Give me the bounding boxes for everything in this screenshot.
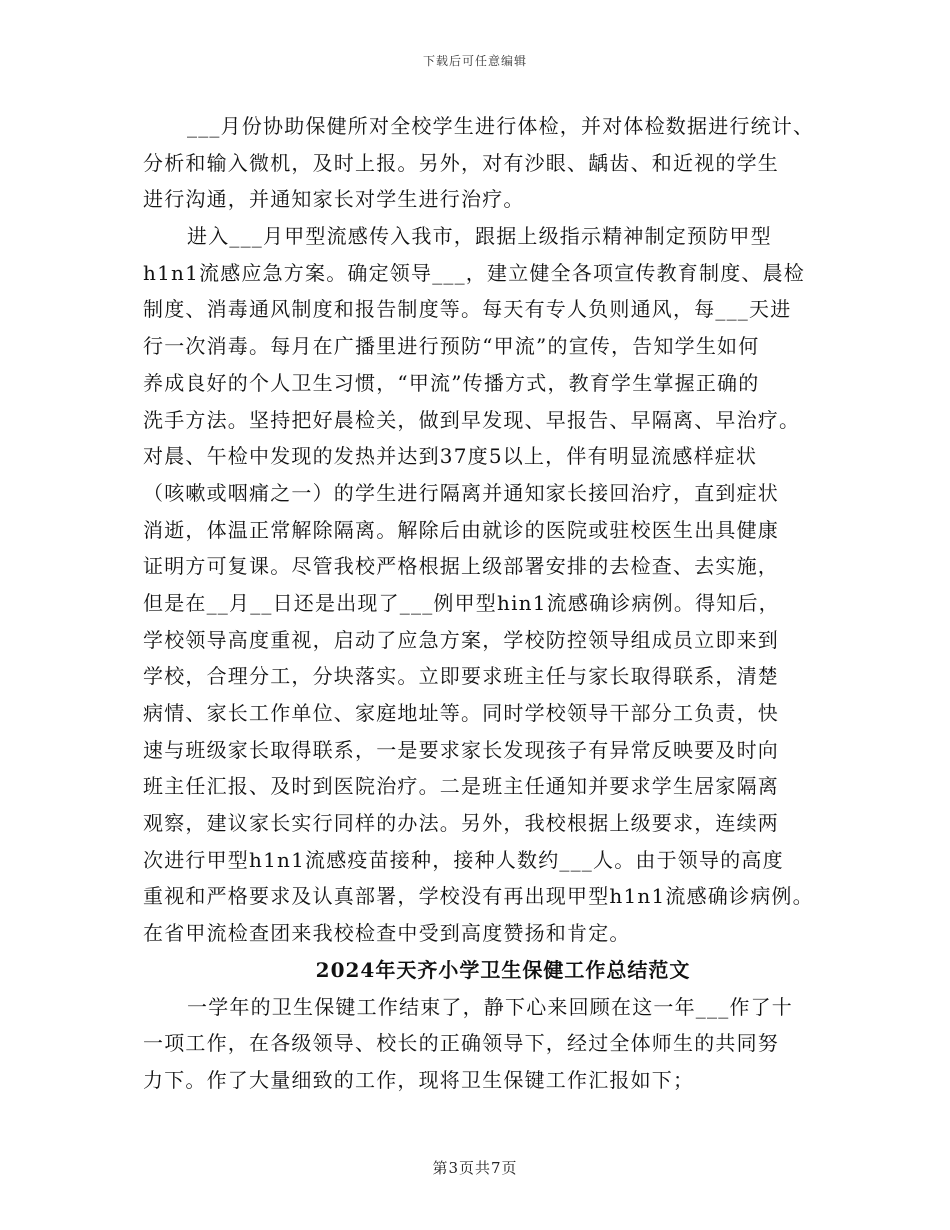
text-line: 观察，建议家长实行同样的办法。另外，我校根据上级要求，连续两	[143, 811, 779, 836]
page-header-note: 下载后可任意编辑	[422, 54, 527, 68]
text-line: 班主任汇报、及时到医院治疗。二是班主任通知并要求学生居家隔离	[143, 774, 779, 799]
paragraph-h1n1-prevention	[143, 218, 833, 952]
text-line: 行一次消毒。每月在广播里进行预防“甲流”的宣传，告知学生如何	[143, 334, 760, 359]
text-line: 学校领导高度重视，启动了应急方案，学校防控领导组成员立即来到	[143, 627, 779, 652]
text-line: 进行沟通，并通知家长对学生进行治疗。	[143, 187, 525, 212]
text-line: 进入___月甲型流感传入我市，跟据上级指示精神制定预防甲型	[187, 224, 772, 249]
text-line: 学校，合理分工，分块落实。立即要求班主任与家长取得联系，清楚	[143, 664, 779, 689]
paragraph-summary-intro	[143, 989, 833, 1099]
section-title: 2024年天齐小学卫生保健工作总结范文	[315, 957, 691, 982]
document-body	[143, 108, 833, 1099]
text-line: 但是在__月__日还是出现了___例甲型hin1流感确诊病例。得知后，	[143, 590, 780, 615]
text-line: 力下。作了大量细致的工作，现将卫生保键工作汇报如下；	[143, 1067, 695, 1092]
text-line: 证明方可复课。尽管我校严格根据上级部署安排的去检查、去实施，	[143, 554, 779, 579]
text-line: 一项工作，在各级领导、校长的正确领导下，经过全体师生的共同努	[143, 1031, 779, 1056]
text-line: 重视和严格要求及认真部署，学校没有再出现甲型h1n1流感确诊病例。	[143, 884, 814, 909]
page-number: 第3页共7页	[432, 1159, 518, 1177]
text-line: 速与班级家长取得联系，一是要求家长发现孩子有异常反映要及时向	[143, 737, 779, 762]
text-line: 养成良好的个人卫生习惯，“甲流”传播方式，教育学生掌握正确的	[143, 370, 760, 395]
text-line: 一学年的卫生保键工作结束了，静下心来回顾在这一年___作了十	[187, 994, 793, 1019]
text-line: 病情、家长工作单位、家庭地址等。同时学校领导干部分工负责，快	[143, 701, 779, 725]
text-line: 在省甲流检查团来我校检查中受到高度赞扬和肯定。	[143, 921, 631, 946]
paragraph-health-checkup	[143, 108, 833, 218]
text-line: 对晨、午检中发现的发热并达到37度5以上，伴有明显流感样症状	[143, 444, 758, 469]
text-line: （咳嗽或咽痛之一）的学生进行隔离并通知家长接回治疗，直到症状	[143, 480, 779, 505]
text-line: 消逝，体温正常解除隔离。解除后由就诊的医院或驻校医生出具健康	[143, 517, 779, 542]
text-line: 分析和输入微机，及时上报。另外，对有沙眼、龋齿、和近视的学生	[143, 150, 779, 175]
text-line: 制度、消毒通风制度和报告制度等。每天有专人负则通风，每___天进	[143, 297, 792, 322]
text-line: 次进行甲型h1n1流感疫苗接种，接种人数约___人。由于领导的高度	[143, 847, 784, 872]
text-line: 洗手方法。坚持把好晨检关，做到早发现、早报告、早隔离、早治疗。	[143, 407, 801, 432]
text-line: h1n1流感应急方案。确定领导___，建立健全各项宣传教育制度、晨检	[143, 260, 806, 285]
text-line: ___月份协助保健所对全校学生进行体检，并对体检数据进行统计、	[187, 114, 815, 138]
